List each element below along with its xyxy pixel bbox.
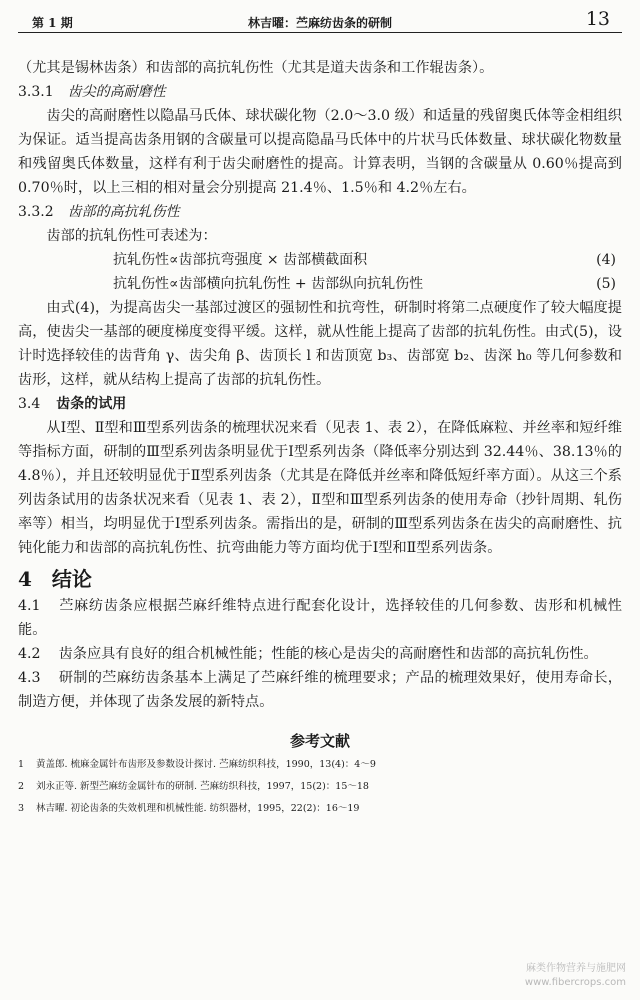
conclusion-4-2 — [18, 642, 622, 666]
references-title: 参考文献 — [289, 732, 350, 750]
formula-4 — [18, 248, 622, 272]
item-number: 4.1 — [18, 598, 41, 614]
item-text: 苎麻纺齿条应根据苎麻纤维特点进行配套化设计，选择较佳的几何参数、齿形和机械性能。 — [18, 598, 622, 638]
formula-text: 抗轧伤性∝齿部横向抗轧伤性 + 齿部纵向抗轧伤性 — [113, 276, 424, 292]
section-number: 4 — [18, 567, 32, 591]
running-title: 林吉曜：苎麻纺齿条的研制 — [247, 16, 392, 30]
reference-item — [18, 798, 622, 820]
reference-text: 林吉曜. 初论齿条的失效机理和机械性能. 纺织器材，1995，22(2)：16～19 — [36, 803, 360, 814]
equation-number: (4) — [596, 252, 616, 268]
section-title: 齿条的试用 — [56, 396, 127, 412]
reference-number: 2 — [18, 781, 25, 792]
formula-text: 抗轧伤性∝齿部抗弯强度 × 齿部横截面积 — [113, 252, 368, 268]
issue-number: 第 1 期 — [32, 16, 73, 30]
reference-number: 3 — [18, 803, 25, 814]
watermark — [525, 962, 626, 990]
section-3-4-heading — [18, 392, 622, 416]
section-number: 3.4 — [18, 396, 41, 412]
article-body — [18, 56, 622, 820]
watermark-site-name: 麻类作物营养与施肥网 — [526, 963, 626, 974]
reference-text: 黄盖郎. 梳麻金属针布齿形及参数设计探讨. 苎麻纺织科技，1990，13(4)：4～9 — [36, 759, 376, 770]
section-number: 3.3.1 — [18, 84, 54, 100]
paragraph-wear-resistance: 齿尖的高耐磨性以隐晶马氏体、球状碳化物（2.0～3.0 级）和适量的残留奥氏体等金相组织为保证。适当提高齿条用钢的含碳量可以提高隐晶马氏体中的片状马氏体数量、球状碳化物数量和残留奥氏体数量，这样有利于齿尖耐磨性的提高。计算表明，当钢的含碳量从 0.60％提高到 0.70％时，以上三相的相对量会分别提高 21.4％、1.5％和 4.2％左右。 — [18, 108, 622, 196]
reference-number: 1 — [18, 759, 25, 770]
section-number: 3.3.2 — [18, 204, 54, 220]
item-text: 齿条应具有良好的组合机械性能；性能的核心是齿尖的高耐磨性和齿部的高抗轧伤性。 — [58, 646, 598, 662]
section-title: 齿尖的高耐磨性 — [67, 84, 166, 100]
conclusion-4-3 — [18, 666, 622, 714]
conclusion-4-1 — [18, 594, 622, 642]
paragraph-rolling-resistance-intro: 齿部的抗轧伤性可表述为： — [46, 228, 217, 244]
section-title: 齿部的高抗轧伤性 — [67, 204, 180, 220]
paragraph-formula-discussion: 由式(4)，为提高齿尖一基部过渡区的强韧性和抗弯性，研制时将第二点硬度作了较大幅度提高，使齿尖一基部的硬度梯度变得平缓。这样，就从性能上提高了齿部的抗轧伤性。由式(5)，设计时选择较佳的齿背角 γ、齿尖角 β、齿顶长 l 和齿顶宽 b₃、齿部宽 b₂、齿深 h₀ 等几何参数和齿形，这样，就从结构上提高了齿部的抗轧伤性。 — [18, 300, 622, 388]
reference-item — [18, 754, 622, 776]
reference-text: 刘永正等. 新型苎麻纺金属针布的研制. 苎麻纺织科技，1997，15(2)：15～18 — [36, 781, 369, 792]
section-4-heading — [18, 564, 622, 594]
section-3-3-1-heading — [18, 80, 622, 104]
item-text: 研制的苎麻纺齿条基本上满足了苎麻纤维的梳理要求；产品的梳理效果好，使用寿命长，制造方便，并体现了齿条发展的新特点。 — [18, 670, 622, 710]
watermark-url: www.fibercrops.com — [524, 977, 626, 988]
section-3-3-2-heading — [18, 200, 622, 224]
continued-line: （尤其是锡林齿条）和齿部的高抗轧伤性（尤其是道夫齿条和工作辊齿条）。 — [18, 60, 494, 76]
formula-5 — [18, 272, 622, 296]
section-title: 结论 — [51, 567, 92, 591]
equation-number: (5) — [596, 276, 616, 292]
item-number: 4.2 — [18, 646, 41, 662]
page-header — [18, 6, 622, 33]
paragraph-trial-results: 从Ⅰ型、Ⅱ型和Ⅲ型系列齿条的梳理状况来看（见表 1、表 2），在降低麻粒、并丝率和短纤维等指标方面，研制的Ⅲ型系列齿条明显优于Ⅰ型系列齿条（降低率分别达到 32.44％、38.13％的 4.8％），并且还较明显优于Ⅱ型系列齿条（尤其是在降低并丝率和降低短纤率方面）。从这三个系列齿条试用的齿条状况来看（见表 1、表 2），Ⅱ型和Ⅲ型系列齿条的使用寿命（抄针周期、轧伤率等）相当，均明显优于Ⅰ型系列齿条。需指出的是，研制的Ⅲ型系列齿条在齿尖的高耐磨性、抗钝化能力和齿部的高抗轧伤性、抗弯曲能力等方面均优于Ⅰ型和Ⅱ型系列齿条。 — [18, 420, 622, 556]
reference-item — [18, 776, 622, 798]
page-number: 13 — [585, 8, 610, 30]
item-number: 4.3 — [18, 670, 41, 686]
